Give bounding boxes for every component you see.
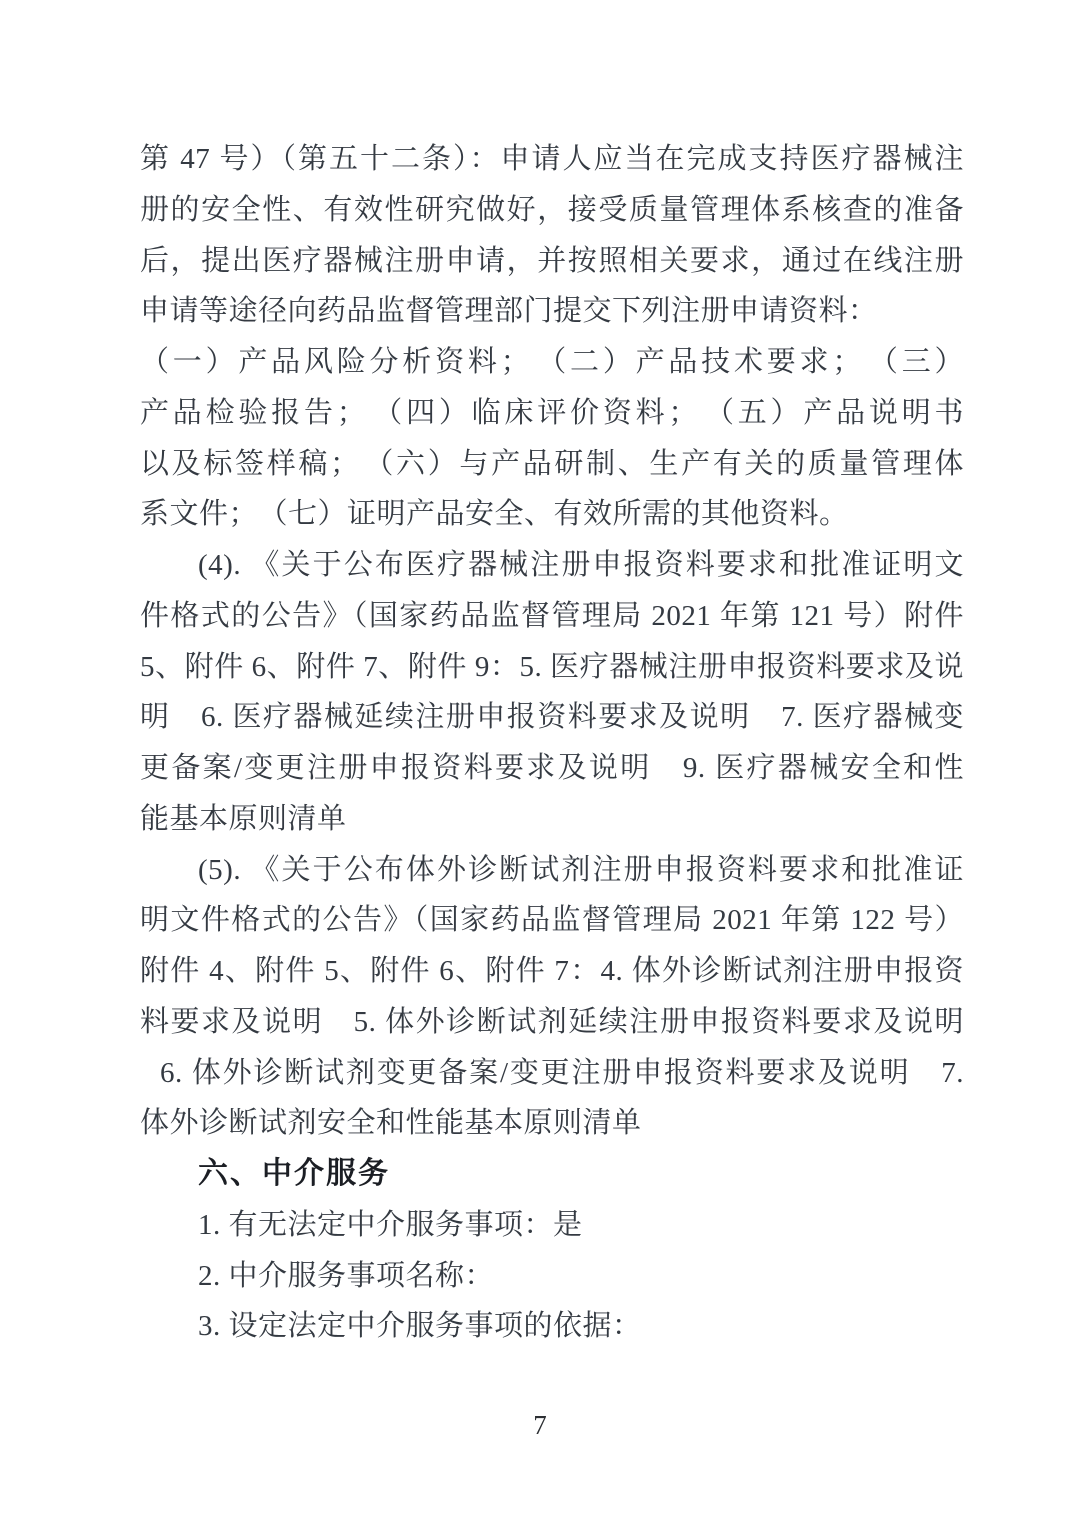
text-line: 能基本原则清单: [140, 802, 347, 835]
text-line: 明 6. 医疗器械延续注册申报资料要求及说明 7. 医疗器械变: [140, 701, 964, 734]
page-number: 7: [533, 1410, 547, 1440]
text-line: 2. 中介服务事项名称：: [198, 1259, 495, 1292]
text-line: 体外诊断试剂安全和性能基本原则清单: [140, 1107, 642, 1140]
section-heading: 六、中介服务: [198, 1156, 390, 1191]
text-line: (4). 《关于公布医疗器械注册申报资料要求和批准证明文: [198, 549, 964, 581]
text-line: 明文件格式的公告》（国家药品监督管理局 2021 年第 122 号）: [140, 904, 964, 937]
text-line: 申请等途径向药品监督管理部门提交下列注册申请资料：: [140, 295, 878, 328]
text-line: 1. 有无法定中介服务事项：是: [198, 1208, 583, 1241]
document-text-block: [140, 134, 964, 1352]
text-line: 后，提出医疗器械注册申请，并按照相关要求，通过在线注册: [140, 244, 964, 277]
text-line: 附件 4、附件 5、附件 6、附件 7：4. 体外诊断试剂注册申报资: [140, 955, 964, 987]
text-line: （一）产品风险分析资料； （二）产品技术要求； （三）: [140, 346, 964, 378]
text-line: 6. 体外诊断试剂变更备案/变更注册申报资料要求及说明 7.: [160, 1056, 964, 1089]
text-line: 料要求及说明 5. 体外诊断试剂延续注册申报资料要求及说明: [140, 1005, 964, 1038]
text-line: 更备案/变更注册申报资料要求及说明 9. 医疗器械安全和性: [140, 752, 964, 784]
text-line: 3. 设定法定中介服务事项的依据：: [198, 1310, 642, 1343]
text-line: 5、附件 6、附件 7、附件 9：5. 医疗器械注册申报资料要求及说: [140, 650, 964, 683]
text-line: (5). 《关于公布体外诊断试剂注册申报资料要求和批准证: [198, 853, 964, 886]
text-line: 以及标签样稿； （六）与产品研制、生产有关的质量管理体: [140, 447, 964, 480]
text-line: 件格式的公告》（国家药品监督管理局 2021 年第 121 号）附件: [140, 599, 964, 632]
text-line: 系文件； （七）证明产品安全、有效所需的其他资料。: [140, 498, 849, 531]
text-line: 册的安全性、有效性研究做好，接受质量管理体系核查的准备: [140, 193, 964, 226]
text-line: 第 47 号）（第五十二条）：申请人应当在完成支持医疗器械注: [140, 143, 964, 175]
text-line: 产品检验报告； （四）临床评价资料； （五）产品说明书: [140, 396, 964, 429]
